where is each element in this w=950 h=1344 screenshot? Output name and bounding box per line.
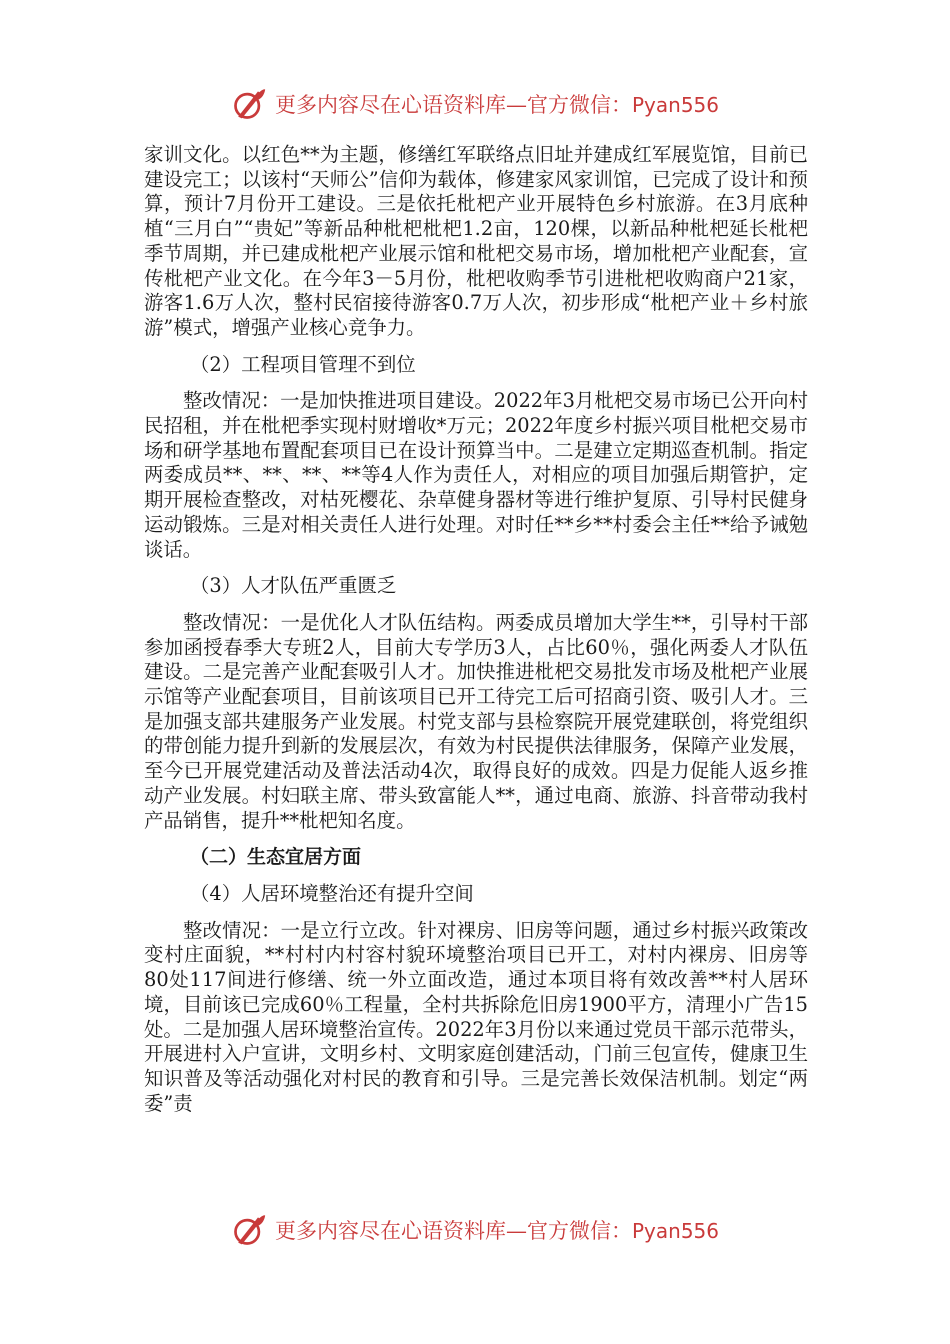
subheading: （2）工程项目管理不到位 [190,352,416,376]
paragraph: 家训文化。以红色**为主题，修缮红军联络点旧址并建成红军展览馆，目前已建设完工；以该村“天师公”信仰为载体，修建家风家训馆，已完成了设计和预算，预计7月份开工建设。三是依托枇杷产业开展特色乡村旅游。在3月底种植“三月白”“贵妃”等新品种枇杷枇杷1.2亩，120棵，以新品种枇杷延长枇杷季节周期，并已建成枇杷产业展示馆和枇杷交易市场，增加枇杷产业配套，宣传枇杷产业文化。在今年3－5月份，枇杷收购季节引进枇杷收购商户21家，游客1.6万人次，整村民宿接待游客0.7万人次，初步形成“枇杷产业＋乡村旅游”模式，增强产业核心竞争力。 [144,143,808,339]
subheading: （3）人才队伍严重匮乏 [190,574,397,598]
footer-banner [0,1210,950,1250]
section-heading: （二）生态宜居方面 [190,846,362,869]
paragraph: 整改情况：一是立行立改。针对裸房、旧房等问题，通过乡村振兴政策改变村庄面貌，**村村内村容村貌环境整治项目已开工，对村内裸房、旧房等80处117间进行修缮、统一外立面改造，通过本项目将有效改善**村人居环境，目前该已完成60％工程量，全村共拆除危旧房1900平方，清理小广告15处。二是加强人居环境整治宣传。2022年3月份以来通过党员干部示范带头，开展进村入户宣讲，文明乡村、文明家庭创建活动，门前三包宣传，健康卫生知识普及等活动强化对村民的教育和引导。三是完善长效保洁机制。划定“两委”责 [144,918,808,1115]
paragraph: 整改情况：一是优化人才队伍结构。两委成员增加大学生**，引导村干部参加函授春季大专班2人，目前大专学历3人，占比60％，强化两委人才队伍建设。二是完善产业配套吸引人才。加快推进枇杷交易批发市场及枇杷产业展示馆等产业配套项目，目前该项目已开工待完工后可招商引资、吸引人才。三是加强支部共建服务产业发展。村党支部与县检察院开展党建联创，将党组织的带创能力提升到新的发展层次，有效为村民提供法律服务，保障产业发展，至今已开展党建活动及普法活动4次，取得良好的成效。四是力促能人返乡推动产业发展。村妇联主席、带头致富能人**，通过电商、旅游、抖音带动我村产品销售，提升**枇杷知名度。 [144,610,808,832]
document-body [144,143,808,1128]
banner-text [275,89,719,119]
banner-wechat-id: Pyan556 [631,1219,719,1243]
subheading: （4）人居环境整治还有提升空间 [190,881,474,905]
paragraph: 整改情况：一是加快推进项目建设。2022年3月枇杷交易市场已公开向村民招租，并在枇杷季实现村财增收*万元；2022年度乡村振兴项目枇杷交易市场和研学基地布置配套项目已在设计预算当中。二是建立定期巡查机制。指定两委成员**、**、**、**等4人作为责任人，对相应的项目加强后期管护，定期开展检查整改，对枯死樱花、杂草健身器材等进行维护复原、引导村民健身运动锻炼。三是对相关责任人进行处理。对时任**乡**村委会主任**给予诫勉谈话。 [144,389,808,561]
banner-wechat-id: Pyan556 [631,93,719,117]
banner-label: 更多内容尽在心语资料库—官方微信： [274,1219,632,1243]
banner-label: 更多内容尽在心语资料库—官方微信： [274,93,632,117]
quill-logo-icon [231,1212,267,1248]
header-banner [0,84,950,124]
quill-logo-icon [231,86,267,122]
banner-text [275,1215,719,1245]
